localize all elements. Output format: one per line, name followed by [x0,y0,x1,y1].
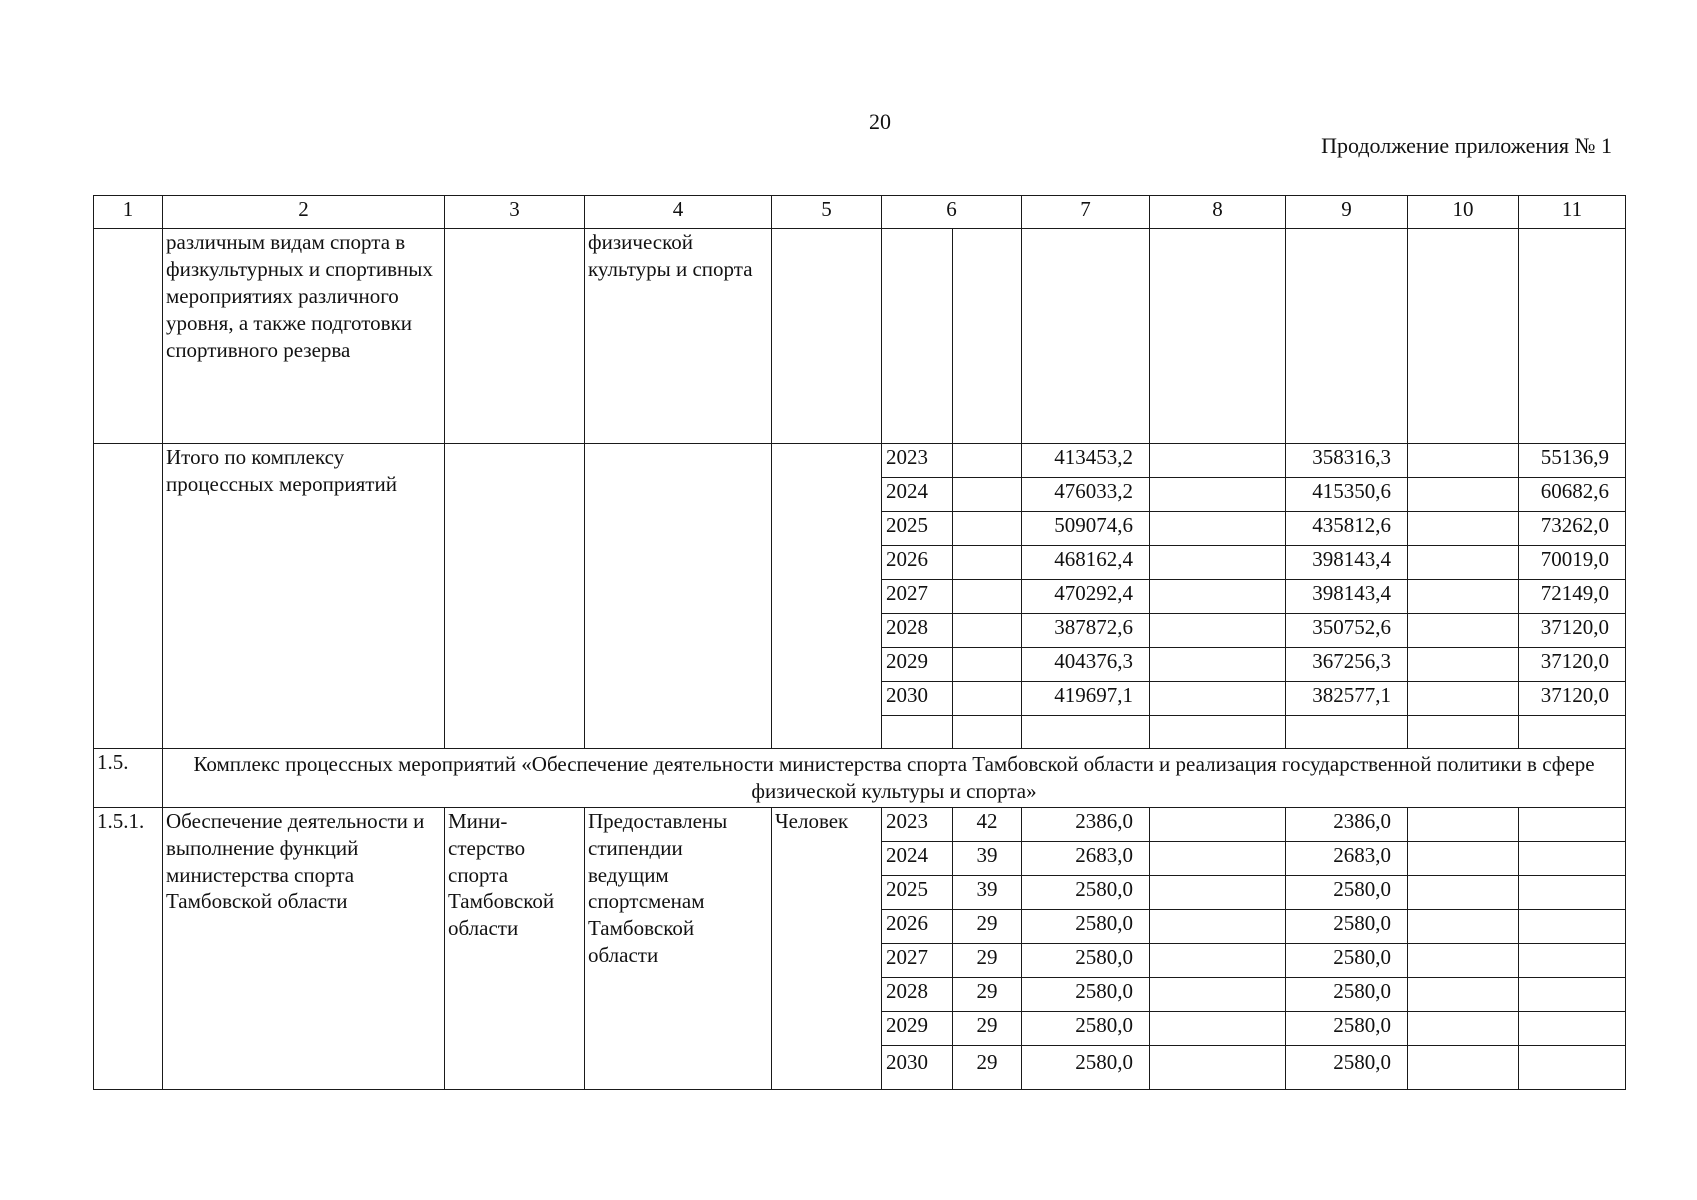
table-cell [953,229,1022,444]
table-cell [1519,909,1626,943]
item-number: 1.5.1. [94,807,163,1089]
section-row [94,749,1626,808]
regional-cell: 358316,3 [1286,444,1408,478]
table-cell [1022,229,1150,444]
header-row [94,196,1626,229]
other-cell: 73262,0 [1519,512,1626,546]
table-cell [1408,841,1519,875]
total-cell: 2580,0 [1022,1011,1150,1045]
table-cell [1150,580,1286,614]
regional-cell: 2580,0 [1286,909,1408,943]
year-cell: 2028 [882,614,953,648]
regional-cell: 2683,0 [1286,841,1408,875]
total-cell: 2580,0 [1022,875,1150,909]
table-cell [1408,909,1519,943]
year-cell: 2025 [882,512,953,546]
regional-cell: 382577,1 [1286,682,1408,716]
regional-cell: 2580,0 [1286,1045,1408,1089]
regional-cell: 350752,6 [1286,614,1408,648]
regional-cell: 2580,0 [1286,875,1408,909]
year-cell: 2027 [882,580,953,614]
table-cell [1150,875,1286,909]
table-cell [1519,977,1626,1011]
regional-cell: 415350,6 [1286,478,1408,512]
total-cell: 470292,4 [1022,580,1150,614]
year-cell: 2029 [882,1011,953,1045]
table-cell [1286,716,1408,749]
table-cell [1286,229,1408,444]
year-cell: 2028 [882,977,953,1011]
continued-row [94,229,1626,444]
year-cell: 2027 [882,943,953,977]
continued-executor: физической культуры и спорта [585,229,772,444]
regional-cell: 367256,3 [1286,648,1408,682]
table-cell [1519,943,1626,977]
table-cell [1519,841,1626,875]
table-cell [585,444,772,749]
table-cell [953,580,1022,614]
table-cell [1150,1011,1286,1045]
other-cell: 55136,9 [1519,444,1626,478]
table-cell [1022,716,1150,749]
header-cell: 4 [585,196,772,229]
year-cell: 2030 [882,1045,953,1089]
regional-cell: 2386,0 [1286,807,1408,841]
year-cell: 2029 [882,648,953,682]
indicator-cell: 39 [953,841,1022,875]
year-cell: 2023 [882,444,953,478]
total-cell: 2580,0 [1022,977,1150,1011]
table-cell [1150,512,1286,546]
total-cell: 468162,4 [1022,546,1150,580]
table-cell [1150,614,1286,648]
table-cell [882,229,953,444]
table-cell [1150,1045,1286,1089]
item-unit: Человек [772,807,882,1089]
indicator-cell: 29 [953,977,1022,1011]
page-number: 20 [869,109,891,134]
table-cell [953,614,1022,648]
other-cell: 37120,0 [1519,614,1626,648]
indicator-cell: 29 [953,909,1022,943]
indicator-cell: 29 [953,943,1022,977]
table-cell [1519,716,1626,749]
table-cell [1150,682,1286,716]
indicator-cell: 29 [953,1011,1022,1045]
table-cell [1519,229,1626,444]
indicator-cell: 39 [953,875,1022,909]
indicator-cell: 29 [953,1045,1022,1089]
year-cell: 2030 [882,682,953,716]
year-cell: 2023 [882,807,953,841]
section-title: Комплекс процессных мероприятий «Обеспечение деятельности министерства спорта Тамбовской области и реализация государственной политики в сфере физической культуры и спорта» [163,749,1626,808]
total-cell: 2386,0 [1022,807,1150,841]
year-cell: 2025 [882,875,953,909]
table-cell [1408,943,1519,977]
table-cell [1150,909,1286,943]
table-cell [1519,807,1626,841]
table-cell [772,444,882,749]
section-number: 1.5. [94,749,163,808]
total-cell: 509074,6 [1022,512,1150,546]
table-cell [1408,875,1519,909]
header-cell: 8 [1150,196,1286,229]
total-cell: 413453,2 [1022,444,1150,478]
item-executor: Мини-стерство спорта Тамбовской области [445,807,585,1089]
regional-cell: 398143,4 [1286,580,1408,614]
table-cell [1408,648,1519,682]
other-cell: 72149,0 [1519,580,1626,614]
table-cell [1408,807,1519,841]
table-cell [1408,716,1519,749]
item-result: Предоставлены стипендии ведущим спортсменам Тамбовской области [585,807,772,1089]
item-row [94,807,1626,841]
table-cell [1150,716,1286,749]
table-cell [1519,875,1626,909]
table-cell [1408,1045,1519,1089]
table-cell [1408,580,1519,614]
total-cell: 476033,2 [1022,478,1150,512]
total-cell: 404376,3 [1022,648,1150,682]
table-cell [1408,444,1519,478]
year-cell: 2024 [882,478,953,512]
header-cell: 7 [1022,196,1150,229]
table-cell [1150,807,1286,841]
table-cell [953,444,1022,478]
table-cell [94,229,163,444]
year-cell: 2026 [882,546,953,580]
indicator-cell: 42 [953,807,1022,841]
table-cell [1408,478,1519,512]
table-cell [1150,229,1286,444]
header-cell: 5 [772,196,882,229]
table-cell [1408,614,1519,648]
table-cell [882,716,953,749]
table-cell [1408,977,1519,1011]
item-name: Обеспечение деятельности и выполнение функций министерства спорта Тамбовской области [163,807,445,1089]
total-label: Итого по комплексу процессных мероприятий [163,444,445,749]
table-cell [1519,1045,1626,1089]
header-cell: 9 [1286,196,1408,229]
total-cell: 419697,1 [1022,682,1150,716]
table-cell [1150,943,1286,977]
table-cell [1150,478,1286,512]
regional-cell: 435812,6 [1286,512,1408,546]
table-cell [1519,1011,1626,1045]
total-cell: 387872,6 [1022,614,1150,648]
table-cell [1408,546,1519,580]
regional-cell: 2580,0 [1286,1011,1408,1045]
table-cell [953,648,1022,682]
year-cell: 2026 [882,909,953,943]
table-cell [1408,682,1519,716]
total-cell: 2580,0 [1022,909,1150,943]
total-cell: 2580,0 [1022,943,1150,977]
table-cell [772,229,882,444]
table-cell [953,682,1022,716]
regional-cell: 2580,0 [1286,943,1408,977]
table-cell [1150,546,1286,580]
continuation-label: Продолжение приложения № 1 [1321,133,1612,158]
header-cell: 11 [1519,196,1626,229]
header-cell: 3 [445,196,585,229]
total-row [94,444,1626,478]
table-cell [445,444,585,749]
table-cell [1150,841,1286,875]
table-cell [445,229,585,444]
table-cell [1408,229,1519,444]
table-cell [953,716,1022,749]
regional-cell: 398143,4 [1286,546,1408,580]
continued-name: различным видам спорта в физкультурных и спортивных мероприятиях различного уровня, а также подготовки спортивного резерва [163,229,445,444]
table-cell [953,478,1022,512]
other-cell: 37120,0 [1519,648,1626,682]
header-cell: 1 [94,196,163,229]
table-cell [1408,512,1519,546]
table-cell [1150,648,1286,682]
table-cell [1408,1011,1519,1045]
table-cell [953,512,1022,546]
regional-cell: 2580,0 [1286,977,1408,1011]
table-cell [94,444,163,749]
table-cell [953,546,1022,580]
other-cell: 37120,0 [1519,682,1626,716]
table-cell [1150,444,1286,478]
total-cell: 2580,0 [1022,1045,1150,1089]
appendix-table [93,195,1626,1090]
table-cell [1150,977,1286,1011]
other-cell: 70019,0 [1519,546,1626,580]
header-cell: 6 [882,196,1022,229]
header-cell: 10 [1408,196,1519,229]
other-cell: 60682,6 [1519,478,1626,512]
year-cell: 2024 [882,841,953,875]
total-cell: 2683,0 [1022,841,1150,875]
header-cell: 2 [163,196,445,229]
